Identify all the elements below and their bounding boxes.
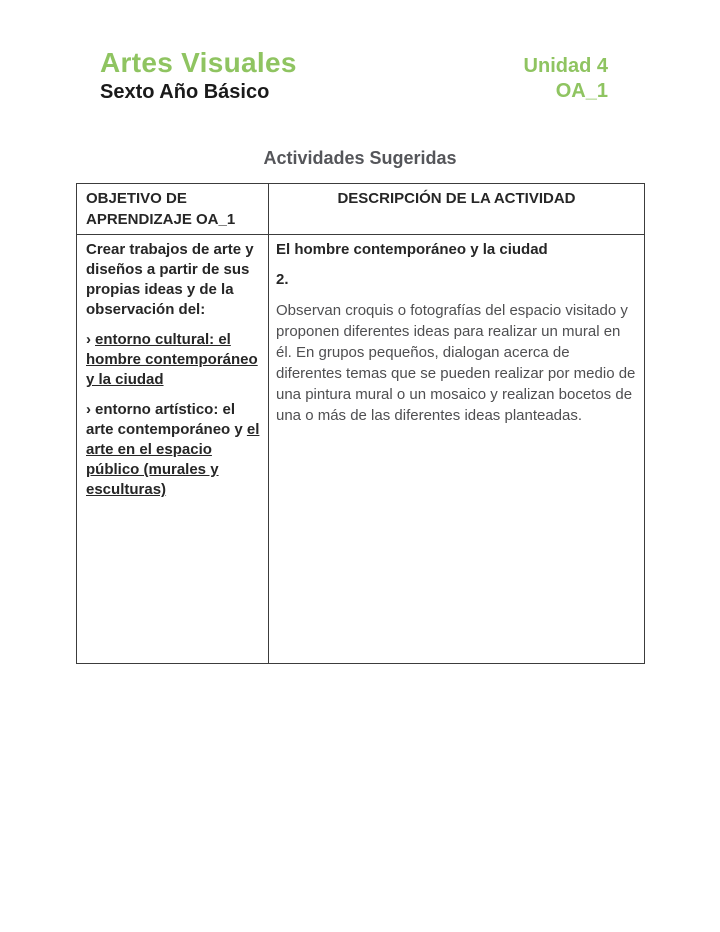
header-left [100, 46, 297, 104]
objective-bullet-cultural [86, 330, 261, 390]
unit-label: Unidad 4 [523, 55, 608, 77]
page-header [100, 46, 608, 104]
description-header-cell: DESCRIPCIÓN DE LA ACTIVIDAD [269, 184, 645, 235]
header-right [524, 46, 608, 104]
objective-cell [77, 235, 269, 664]
table-body-row [77, 235, 645, 664]
objective-bullet-artistic [86, 400, 261, 500]
oa-code: OA_1 [555, 80, 608, 102]
activity-title: El hombre contemporáneo y la ciudad [276, 241, 548, 258]
bullet-marker: › [86, 331, 91, 348]
bullet-text-plain: entorno artístico: el arte contemporáneo y [86, 401, 247, 438]
activity-number: 2. [276, 271, 289, 288]
bullet-marker: › [86, 401, 91, 418]
activity-cell [269, 235, 645, 664]
bullet-text-underlined: entorno cultural: el hombre contemporáneo y la ciudad [86, 331, 258, 388]
page-subtitle: Sexto Año Básico [100, 81, 270, 103]
objective-header-cell: OBJETIVO DE APRENDIZAJE OA_1 [77, 184, 269, 235]
activities-table [76, 183, 645, 664]
objective-intro: Crear trabajos de arte y diseños a partir de sus propias ideas y de la observación del: [86, 241, 254, 318]
section-title: Actividades Sugeridas [263, 148, 457, 168]
page-title: Artes Visuales [100, 47, 297, 78]
activity-description: Observan croquis o fotografías del espacio visitado y proponen diferentes ideas para realizar un mural en él. En grupos pequeños, dialogan acerca de diferentes temas que se pueden realizar por medio de una pintura mural o un mosaico y realizan bocetos de una o más de las diferentes ideas planteadas. [276, 302, 636, 424]
bullet-text-underlined: el arte en el espacio público (murales y esculturas) [86, 421, 260, 498]
table-header-row [77, 184, 645, 235]
